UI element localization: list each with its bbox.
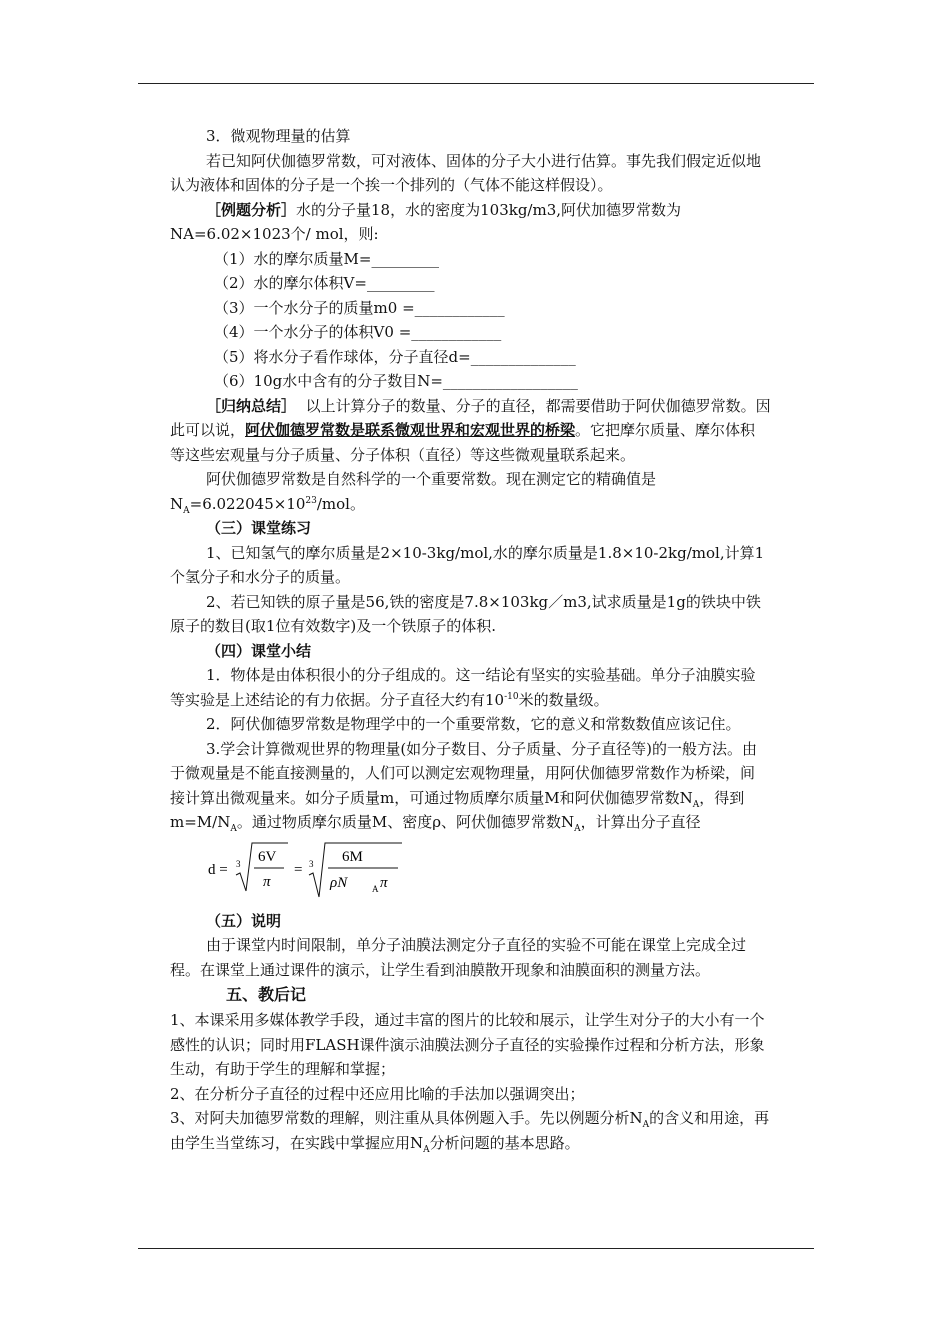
recap-heading: （四）课堂小结 xyxy=(206,641,312,660)
recap-paragraph: 接计算出微观量来。如分子质量m，可通过物质摩尔质量M和阿伏伽德罗常数$N_A$，得到 xyxy=(170,788,745,810)
recap-paragraph: 3.学会计算微观世界的物理量(如分子数目、分子质量、分子直径等)的一般方法。由 xyxy=(206,739,758,758)
recap-paragraph: 等实验是上述结论的有力依据。分子直径大约有$10^{-10}$米的数量级。 xyxy=(170,690,609,709)
notes-paragraph: 程。在课堂上通过课件的演示，让学生看到油膜散开现象和油膜面积的测量方法。 xyxy=(170,960,711,979)
practice-question: 原子的数目(取1位有效数字)及一个铁原子的体积. xyxy=(170,617,497,635)
avogadro-value: $N_A=6.022045\times 10^{23}$/mol。 xyxy=(170,494,365,516)
numerator: 6V xyxy=(258,848,277,865)
summary-paragraph: 等这些宏观量与分子质量、分子体积（直径）等这些微观量联系起来。 xyxy=(170,445,636,464)
example-text: NA=6.02×1023个/ mol，则: xyxy=(170,225,379,243)
example-text: 水的分子量18，水的密度为103kg/m3,阿伏加德罗常数为 xyxy=(296,200,682,219)
recap-paragraph: $m=M/N_A$。通过物质摩尔质量M、密度ρ、阿伏伽德罗常数$N_A$，计算出分子直径 xyxy=(170,813,701,834)
notes-paragraph: 由于课堂内时间限制，单分子油膜法测定分子直径的实验不可能在课堂上完成全过 xyxy=(206,936,747,954)
afterword-line: 1、本课采用多媒体教学手段，通过丰富的图片的比较和展示，让学生对分子的大小有一个 xyxy=(170,1011,765,1029)
afterword-line: 2、在分析分子直径的过程中还应用比喻的手法加以强调突出； xyxy=(170,1084,585,1103)
example-item: （6）10g水中含有的分子数目N=__________________ xyxy=(214,372,578,390)
recap-paragraph: 2．阿伏伽德罗常数是物理学中的一个重要常数，它的意义和常数数值应该记住。 xyxy=(206,715,741,733)
footer-rule xyxy=(138,1248,814,1249)
diameter-formula xyxy=(206,839,818,901)
recap-paragraph: 1．物体是由体积很小的分子组成的。这一结论有坚实的实验基础。单分子油膜实验 xyxy=(206,666,756,684)
header-rule xyxy=(138,83,814,84)
afterword-line: 生动，有助于学生的理解和掌握； xyxy=(170,1060,396,1078)
notes-heading: （五）说明 xyxy=(206,911,282,930)
example-item: （2）水的摩尔体积V=_________ xyxy=(214,274,435,292)
denominator: π xyxy=(380,874,388,891)
root-index: 3 xyxy=(309,858,314,869)
formula-lhs: d = xyxy=(208,861,228,878)
summary-paragraph: ［归纳总结］ 以上计算分子的数量、分子的直径，都需要借助于阿伏伽德罗常数。因 xyxy=(206,396,771,415)
summary-paragraph: 此可以说，阿伏伽德罗常数是联系微观世界和宏观世界的桥梁。它把摩尔质量、摩尔体积 xyxy=(170,421,756,439)
denominator: ρN xyxy=(330,874,348,891)
example-item: （4）一个水分子的体积V0 =____________ xyxy=(214,323,502,341)
practice-question: 1、已知氢气的摩尔质量是2×10-3kg/mol,水的摩尔质量是1.8×10-2kg/mol,计算1 xyxy=(206,543,765,562)
denominator: π xyxy=(263,873,271,890)
practice-question: 个氢分子和水分子的质量。 xyxy=(170,568,351,586)
root-index: 3 xyxy=(236,858,241,869)
afterword-line: 3、对阿夫加德罗常数的理解，则注重从具体例题入手。先以例题分析$N_A$的含义和用途，再 xyxy=(170,1109,770,1130)
summary-label: ［归纳总结］ xyxy=(206,396,297,415)
example-item: （1）水的摩尔质量M=_________ xyxy=(214,249,439,268)
paragraph: 若已知阿伏伽德罗常数，可对液体、固体的分子大小进行估算。事先我们假定近似地 xyxy=(206,151,762,170)
example-label: ［例题分析］ xyxy=(206,200,297,219)
equals-sign: = xyxy=(294,861,303,878)
afterword-heading: 五、教后记 xyxy=(226,985,307,1004)
subscript: A xyxy=(372,883,379,894)
key-statement: 阿伏伽德罗常数是联系微观世界和宏观世界的桥梁 xyxy=(245,421,576,439)
numerator: 6M xyxy=(342,848,363,865)
document-body xyxy=(170,124,818,1155)
example-intro xyxy=(170,198,818,223)
practice-heading: （三）课堂练习 xyxy=(206,519,312,537)
afterword-line: 由学生当堂练习，在实践中掌握应用$N_A$分析问题的基本思路。 xyxy=(170,1133,580,1155)
section-heading: 3．微观物理量的估算 xyxy=(206,127,351,145)
example-item: （5）将水分子看作球体，分子直径d=______________ xyxy=(214,347,576,366)
afterword-line: 感性的认识；同时用FLASH课件演示油膜法测分子直径的实验操作过程和分析方法，形象 xyxy=(170,1035,765,1054)
summary-paragraph: 阿伏伽德罗常数是自然科学的一个重要常数。现在测定它的精确值是 xyxy=(206,470,657,488)
practice-question: 2、若已知铁的原子量是56,铁的密度是7.8×103kg／m3,试求质量是1g的铁块中铁 xyxy=(206,592,761,611)
example-item: （3）一个水分子的质量m0 =____________ xyxy=(214,298,505,317)
recap-paragraph: 于微观量是不能直接测量的，人们可以测定宏观物理量，用阿伏伽德罗常数作为桥梁，间 xyxy=(170,764,756,782)
paragraph: 认为液体和固体的分子是一个挨一个排列的（气体不能这样假设）。 xyxy=(170,176,613,194)
